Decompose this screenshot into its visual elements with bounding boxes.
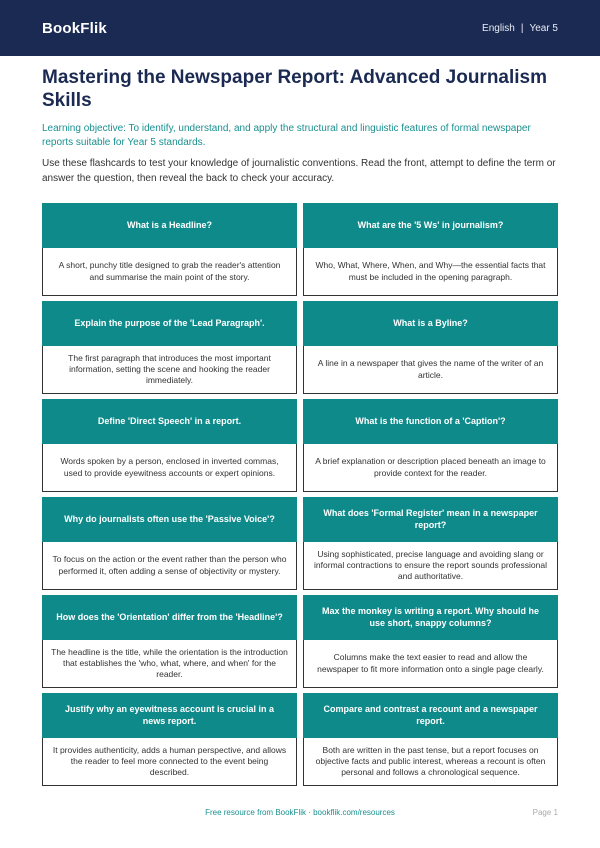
flashcard[interactable] — [42, 595, 297, 688]
flashcard-front: Explain the purpose of the 'Lead Paragraph'. — [42, 301, 297, 346]
flashcard-back: A short, punchy title designed to grab the reader's attention and summarise the main point of the story. — [42, 248, 297, 296]
flashcard-front: Justify why an eyewitness account is crucial in a news report. — [42, 693, 297, 738]
year-label: Year 5 — [529, 22, 558, 34]
flashcard[interactable] — [42, 203, 297, 296]
flashcard-front: What is the function of a 'Caption'? — [303, 399, 558, 444]
footer-link[interactable]: Free resource from BookFlik · bookflik.com/resources — [205, 808, 395, 817]
flashcard-front: Max the monkey is writing a report. Why should he use short, snappy columns? — [303, 595, 558, 640]
flashcard[interactable] — [303, 301, 558, 394]
page-footer — [0, 808, 600, 824]
flashcard-back: The headline is the title, while the orientation is the introduction that establishes the 'who, what, where, and when' for the reader. — [42, 640, 297, 688]
flashcard[interactable] — [303, 203, 558, 296]
meta-separator: | — [520, 22, 524, 34]
header-meta — [482, 23, 558, 34]
flashcard-front: Why do journalists often use the 'Passive Voice'? — [42, 497, 297, 542]
flashcard[interactable] — [42, 693, 297, 786]
flashcard-back: Who, What, Where, When, and Why—the essential facts that must be included in the opening paragraph. — [303, 248, 558, 296]
flashcard[interactable] — [303, 399, 558, 492]
flashcard-front: Compare and contrast a recount and a newspaper report. — [303, 693, 558, 738]
flashcard[interactable] — [303, 693, 558, 786]
flashcard-front: What does 'Formal Register' mean in a newspaper report? — [303, 497, 558, 542]
page-number: Page 1 — [532, 808, 558, 817]
flashcard-front: How does the 'Orientation' differ from the 'Headline'? — [42, 595, 297, 640]
header-bar — [0, 0, 600, 56]
language-label: English — [482, 22, 515, 34]
flashcard[interactable] — [42, 301, 297, 394]
flashcard-back: Using sophisticated, precise language and avoiding slang or informal contractions to ensure the report sounds professional and authoritative. — [303, 542, 558, 590]
flashcard-front: What is a Headline? — [42, 203, 297, 248]
flashcard-back: Columns make the text easier to read and allow the newspaper to fit more information onto a single page clearly. — [303, 640, 558, 688]
page-title: Mastering the Newspaper Report: Advanced Journalism Skills — [42, 67, 548, 111]
flashcard-front: What is a Byline? — [303, 301, 558, 346]
flashcard-back: The first paragraph that introduces the most important information, setting the scene and hooking the reader immediately. — [42, 346, 297, 394]
flashcard[interactable] — [303, 497, 558, 590]
intro-text: Use these flashcards to test your knowledge of journalistic conventions. Read the front, attempt to define the term or answer the question, then reveal the back to check your accuracy. — [42, 158, 556, 184]
flashcard[interactable] — [303, 595, 558, 688]
flashcard-back: A brief explanation or description placed beneath an image to provide context for the reader. — [303, 444, 558, 492]
flashcard-grid — [42, 203, 558, 786]
flashcard-back: Words spoken by a person, enclosed in inverted commas, used to provide eyewitness accounts or expert opinions. — [42, 444, 297, 492]
flashcard[interactable] — [42, 399, 297, 492]
flashcard-front: What are the '5 Ws' in journalism? — [303, 203, 558, 248]
flashcard-back: A line in a newspaper that gives the name of the writer of an article. — [303, 346, 558, 394]
flashcard-back: Both are written in the past tense, but a report focuses on objective facts and public interest, whereas a recount is often personal and follows a chronological sequence. — [303, 738, 558, 786]
flashcard[interactable] — [42, 497, 297, 590]
learning-objective: Learning objective: To identify, understand, and apply the structural and linguistic features of formal newspaper reports suitable for Year 5 standards. — [42, 123, 531, 148]
flashcard-back: It provides authenticity, adds a human perspective, and allows the reader to feel more connected to the event being described. — [42, 738, 297, 786]
brand-logo[interactable]: BookFlik — [42, 19, 107, 37]
flashcard-back: To focus on the action or the event rather than the person who performed it, often adding a sense of objectivity or mystery. — [42, 542, 297, 590]
flashcard-front: Define 'Direct Speech' in a report. — [42, 399, 297, 444]
